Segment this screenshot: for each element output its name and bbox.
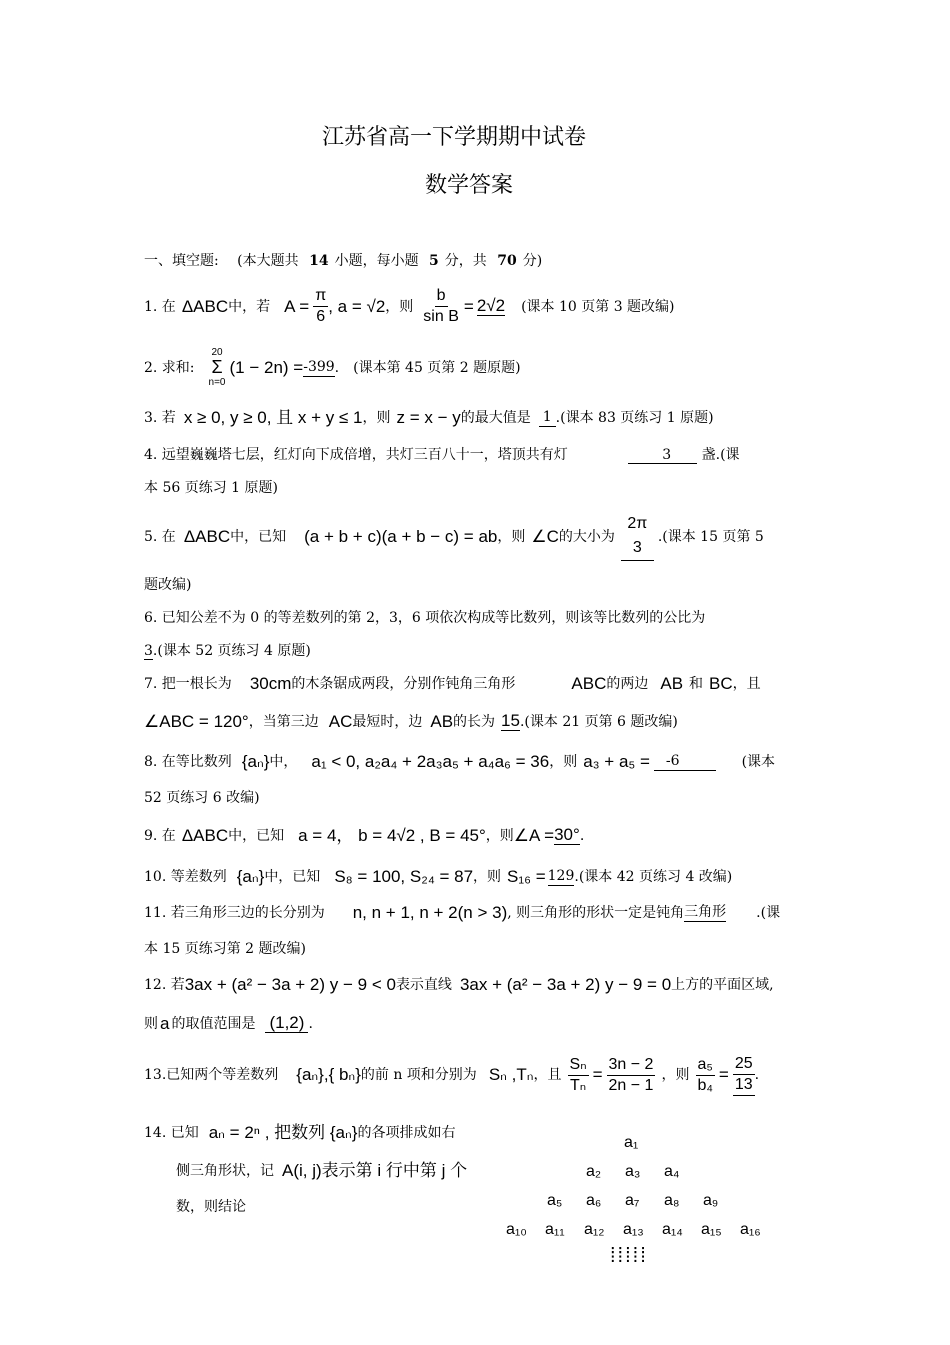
q8-line2: 52 页练习 6 改编) [144, 790, 260, 806]
q8-seq: {aₙ} [241, 751, 270, 771]
q13-ans-den: 13 [733, 1075, 755, 1096]
section-info-a: (本大题共 [237, 253, 299, 269]
q7-mid5: 的长为 [453, 713, 496, 730]
q12-dot: . [308, 1015, 313, 1032]
question-5 [144, 512, 764, 561]
page-subtitle: 数学答案 [425, 173, 514, 198]
q10-seq: {aₙ} [236, 866, 265, 886]
tri-cell: a₄ [664, 1163, 680, 1180]
tri-cell: a₇ [625, 1192, 640, 1209]
q8-answer: -6 [654, 752, 716, 771]
q1-eq: = [463, 296, 474, 316]
q13-mid2: ，且 [533, 1067, 562, 1083]
q12-range-label: 的取值范围是 [171, 1015, 256, 1032]
question-7-line2 [144, 712, 678, 731]
q4-line2: 本 56 页练习 1 原题) [144, 480, 278, 496]
q5-answer [621, 512, 654, 561]
q5-then: ，则 [497, 528, 526, 545]
q11-note: .(课 [756, 904, 781, 921]
question-3 [144, 408, 714, 427]
q7-length: 30cm [249, 674, 292, 693]
tri-cell: a₁ [624, 1134, 639, 1151]
q13-prefix: 13.已知两个等差数列 [144, 1067, 279, 1083]
tri-cell: a₆ [586, 1192, 602, 1209]
question-6-answer-line [144, 642, 311, 660]
q10-expr: S₁₆ = [507, 866, 546, 886]
q9-prefix: 9. 在 [144, 827, 176, 844]
q1-answer: 2√2 [476, 296, 506, 315]
tri-cell: a₁₄ [662, 1221, 683, 1238]
q13-sn: Sₙ [568, 1055, 589, 1076]
q10-then: ，则 [473, 868, 502, 885]
q10-note: .(课本 42 页练习 4 改编) [574, 868, 733, 885]
q11-prefix: 11. 若三角形三边的长分别为 [144, 904, 325, 921]
q9-dot: . [579, 827, 585, 844]
section-info-d: 分) [522, 253, 543, 269]
q1-mid: 中，若 [228, 298, 271, 315]
q6-note: .(课本 52 页练习 4 原题) [152, 643, 311, 659]
triangle-continuation: ⁞⁞⁞⁞⁞ [610, 1245, 648, 1267]
question-13 [144, 1054, 759, 1096]
triangle-row-4 [506, 1221, 779, 1239]
q4-post: 盏.(课 [701, 447, 740, 463]
q8-note: (课本 [741, 753, 776, 770]
question-10 [144, 867, 732, 886]
q13-b4: b₄ [697, 1076, 713, 1094]
q2-answer: -399 [303, 359, 335, 375]
q4-answer: 3 [628, 447, 697, 464]
q1-pi: π [313, 286, 328, 307]
q9-triangle: ΔABC [181, 825, 229, 845]
q12-a: a [160, 1013, 170, 1033]
question-8 [144, 752, 775, 771]
q13-d1: 2n − 1 [608, 1076, 654, 1094]
question-12 [144, 976, 774, 994]
q12-then: 则 [144, 1015, 158, 1032]
q13-then: ，则 [661, 1067, 690, 1083]
q7-ab: AB [660, 674, 684, 693]
q3-prefix: 3. 若 [144, 409, 176, 426]
q8-expr: a₃ + a₅ = [583, 751, 650, 771]
q1-note: (课本 10 页第 3 题改编) [521, 298, 675, 315]
q7-angle: ∠ABC = 120° [144, 711, 249, 731]
q10-answer: 129 [547, 868, 575, 884]
q13-ratio-right [607, 1055, 656, 1096]
q2-lower: n=0 [208, 377, 226, 388]
q4-text: 4. 远望巍巍塔七层，红灯向下成倍增，共灯三百八十一，塔顶共有灯 [144, 447, 568, 463]
q3-mid: ，则 [362, 409, 391, 426]
section-header [144, 252, 542, 270]
q1-triangle: ΔABC [181, 296, 229, 316]
q13-n1: 3n − 2 [607, 1055, 656, 1076]
section-score: 5 [429, 253, 439, 269]
tri-cell: a₁₃ [623, 1221, 644, 1238]
q13-ab-fraction [695, 1055, 714, 1096]
q5-mid: 中，已知 [230, 528, 287, 545]
q7-post: ，且 [732, 676, 761, 692]
q14-line3: 数，则结论 [176, 1199, 246, 1215]
q8-prefix: 8. 在等比数列 [144, 753, 232, 770]
q9-angle: ∠A = [513, 825, 555, 845]
q2-prefix: 2. 求和: [144, 359, 195, 376]
q5-angle: ∠C [531, 526, 559, 546]
q13-tn: Tₙ [569, 1076, 587, 1094]
question-9 [144, 826, 584, 845]
q6-answer: 3 [144, 643, 153, 659]
q14-post: 的各项排成如右 [357, 1125, 456, 1141]
q11-expr: n, n + 1, n + 2(n > 3) [352, 902, 508, 922]
tri-cell: a₁₆ [740, 1221, 761, 1238]
q1-then: ，则 [385, 298, 414, 315]
q5-note: .(课本 15 页第 5 [657, 528, 764, 545]
q2-expr: (1 − 2n) = [229, 357, 304, 377]
q1-b-fraction [421, 286, 461, 327]
tri-cell: a₅ [547, 1192, 563, 1209]
question-1 [144, 286, 675, 327]
q12-post: 上方的平面区域, [671, 977, 774, 993]
question-14 [144, 1124, 455, 1142]
q5-expr: (a + b + c)(a + b − c) = ab [304, 526, 498, 546]
question-7 [144, 675, 761, 693]
q1-cond2: , a = √2 [328, 296, 386, 316]
q5-num: 2π [627, 515, 648, 532]
q12-expr: 3ax + (a² − 3a + 2) y − 9 < 0 [184, 975, 396, 994]
q5-post: 的大小为 [558, 528, 615, 545]
q7-ab2: AB [430, 711, 454, 731]
q3-expr: z = x − y [396, 407, 461, 427]
q3-note: .(课本 83 页练习 1 原题) [555, 409, 714, 426]
q5-prefix: 5. 在 [144, 528, 176, 545]
q7-note: .(课本 21 页第 6 题改编) [519, 713, 678, 730]
q7-mid2: 的两边 [606, 676, 649, 692]
q5-line2: 题改编) [144, 577, 192, 593]
q7-answer: 15 [501, 711, 520, 730]
q14-expr: aₙ = 2ⁿ , 把数列 {aₙ} [208, 1123, 358, 1142]
section-total: 70 [497, 253, 517, 269]
q8-mid: 中， [269, 753, 298, 770]
q11-mid: , 则三角形的形状一定是钝角 [507, 904, 685, 921]
section-label: 一、填空题: [144, 253, 219, 269]
q2-sigma: Σ [211, 357, 223, 377]
q12-prefix: 12. 若 [144, 977, 185, 993]
triangle-row-3 [547, 1192, 742, 1210]
section-count: 14 [309, 253, 329, 269]
q6-text: 6. 已知公差不为 0 的等差数列的第 2，3，6 项依次构成等比数列，则该等比数列的公比为 [144, 610, 706, 626]
question-12-line2 [144, 1014, 313, 1033]
section-info-c: 分，共 [444, 253, 487, 269]
q13-seqs: {aₙ},{ bₙ} [296, 1065, 361, 1084]
q13-eq2: = [718, 1065, 729, 1084]
q11-answer: 三角形 [684, 904, 727, 920]
q9-answer: 30° [554, 825, 580, 844]
section-info-b: 小题，每小题 [334, 253, 419, 269]
q1-sinb: sin B [423, 308, 459, 325]
q3-answer: 1 [539, 408, 556, 427]
q1-six: 6 [316, 308, 326, 325]
triangle-row-1 [624, 1134, 638, 1152]
q7-and: 和 [689, 676, 704, 692]
triangle-row-2 [586, 1163, 703, 1181]
q7-triangle: ABC [571, 674, 607, 693]
q13-a5: a₅ [696, 1055, 715, 1076]
question-4 [144, 446, 740, 464]
q1-cond: A = [284, 296, 310, 316]
q7-bc: BC [709, 674, 733, 693]
q14-prefix: 14. 已知 [144, 1125, 199, 1141]
q2-dot: . [334, 359, 340, 376]
q7-mid4: 最短时，边 [352, 713, 423, 730]
tri-cell: a₁₅ [701, 1221, 722, 1238]
tri-cell: a₁₁ [545, 1221, 565, 1238]
q12-expr2: 3ax + (a² − 3a + 2) y − 9 = 0 [459, 975, 672, 994]
q7-mid3: ，当第三边 [248, 713, 319, 730]
question-14-line2 [176, 1162, 467, 1180]
q9-then: ，则 [485, 827, 514, 844]
q12-mid: 表示直线 [395, 977, 452, 993]
q7-prefix: 7. 把一根长为 [144, 676, 232, 692]
question-11 [144, 903, 780, 922]
q13-ratio-left [568, 1055, 589, 1096]
tri-cell: a₂ [586, 1163, 602, 1180]
q13-sums: Sₙ ,Tₙ [488, 1065, 534, 1084]
q5-triangle: ΔABC [183, 526, 231, 546]
q3-post: 的最大值是 [460, 409, 531, 426]
q14-aij: A(i, j)表示第 i 行中第 j 个 [282, 1161, 468, 1180]
q1-b: b [435, 286, 448, 307]
page-title: 江苏省高一下学期期中试卷 [322, 125, 587, 150]
q2-upper: 20 [211, 347, 223, 358]
q5-den: 3 [621, 536, 654, 561]
q10-cond: S₈ = 100, S₂₄ = 87 [334, 866, 474, 886]
question-2 [144, 345, 521, 390]
q13-answer [733, 1054, 755, 1096]
tri-cell: a₈ [664, 1192, 680, 1209]
q9-cond: a = 4， b = 4√2 , B = 45° [298, 825, 486, 845]
tri-cell: a₁₂ [584, 1221, 605, 1238]
q12-answer: (1,2) [265, 1014, 308, 1033]
tri-cell: a₁₀ [506, 1221, 527, 1238]
tri-cell: a₃ [625, 1163, 641, 1180]
q7-ac: AC [328, 711, 353, 731]
q10-mid: 中，已知 [264, 868, 321, 885]
q8-then: ，则 [549, 753, 578, 770]
q14-line2: 侧三角形状，记 [176, 1163, 274, 1179]
tri-cell: a₉ [703, 1192, 719, 1209]
q13-dot: . [754, 1067, 760, 1083]
q7-mid: 的木条锯成两段，分别作钝角三角形 [291, 676, 516, 692]
q9-mid: 中，已知 [228, 827, 285, 844]
q2-sum-symbol [209, 345, 226, 390]
q3-cond: x ≥ 0, y ≥ 0, 且 x + y ≤ 1 [183, 407, 363, 427]
q8-cond: a₁ < 0, a₂a₄ + 2a₃a₅ + a₄a₆ = 36 [311, 751, 550, 771]
q13-mid: 的前 n 项和分别为 [360, 1067, 477, 1083]
q13-ans-num: 25 [733, 1054, 755, 1075]
q11-line2: 本 15 页练习第 2 题改编) [144, 941, 306, 957]
q10-prefix: 10. 等差数列 [144, 868, 227, 885]
q1-prefix: 1. 在 [144, 298, 176, 315]
q2-note: (课本第 45 页第 2 题原题) [353, 359, 521, 376]
q13-eq: = [592, 1065, 603, 1084]
q1-pi-fraction [313, 286, 328, 327]
